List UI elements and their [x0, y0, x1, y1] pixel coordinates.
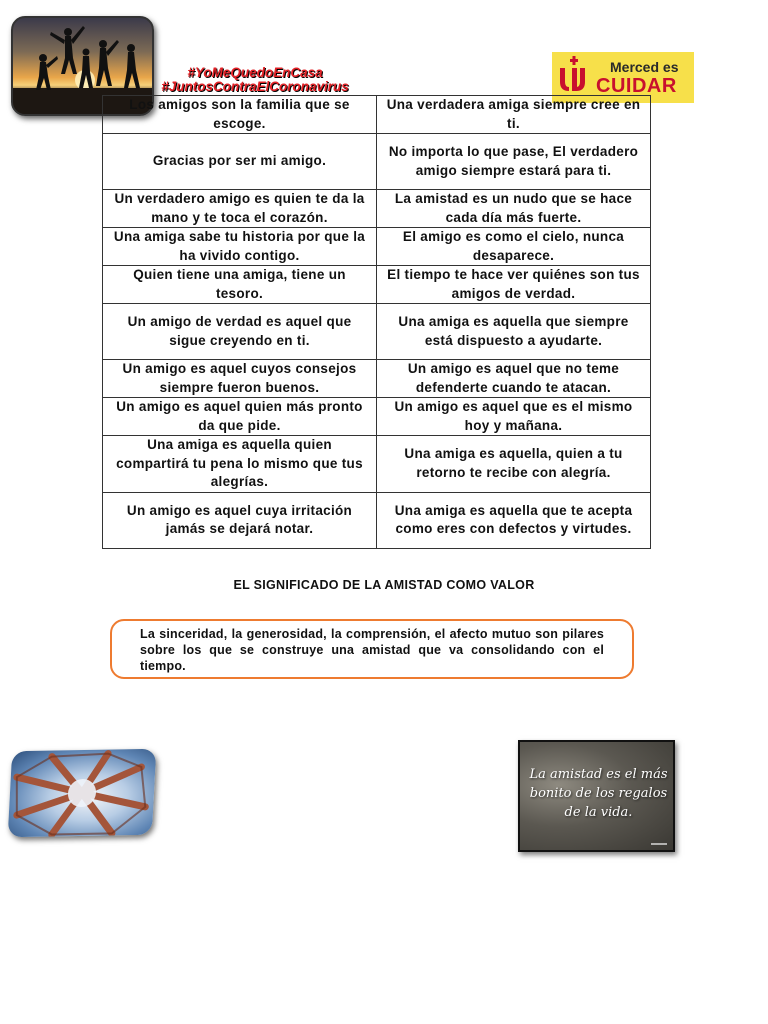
table-row	[103, 360, 651, 398]
table-row	[103, 228, 651, 266]
table-cell: Una verdadera amiga siempre cree en ti.	[377, 96, 651, 134]
table-cell: Un amigo es aquel cuyos consejos siempre fueron buenos.	[103, 360, 377, 398]
table-row	[103, 436, 651, 493]
table-cell: Un amigo es aquel quien más pronto da que pide.	[103, 398, 377, 436]
table-cell: El amigo es como el cielo, nunca desaparece.	[377, 228, 651, 266]
quote-image-text: La amistad es el más bonito de los regalos de la vida.	[529, 767, 668, 820]
table-cell: Un amigo es aquel que es el mismo hoy y mañana.	[377, 398, 651, 436]
table-cell: Un verdadero amigo es quien te da la mano y te toca el corazón.	[103, 190, 377, 228]
table-cell: Un amigo es aquel que no teme defenderte cuando te atacan.	[377, 360, 651, 398]
table-cell: Gracias por ser mi amigo.	[103, 134, 377, 190]
table-row	[103, 398, 651, 436]
table-row	[103, 96, 651, 134]
table-row	[103, 304, 651, 360]
table-cell: Una amiga es aquella que siempre está dispuesto a ayudarte.	[377, 304, 651, 360]
table-cell: Un amigo de verdad es aquel que sigue creyendo en ti.	[103, 304, 377, 360]
table-cell: Un amigo es aquel cuya irritación jamás se dejará notar.	[103, 492, 377, 548]
table-row	[103, 134, 651, 190]
table-cell: El tiempo te hace ver quiénes son tus amigos de verdad.	[377, 266, 651, 304]
table-cell: Una amiga sabe tu historia por que la ha vivido contigo.	[103, 228, 377, 266]
hashtag-juntos-contra-coronavirus: #JuntosContraElCoronavirus	[161, 79, 349, 94]
value-box	[110, 619, 634, 679]
logo-line2: CUIDAR	[596, 74, 677, 97]
logo-line1: Merced es	[610, 58, 679, 75]
friendship-quotes-table	[102, 95, 651, 549]
table-cell: La amistad es un nudo que se hace cada día más fuerte.	[377, 190, 651, 228]
table-row	[103, 266, 651, 304]
table-cell: Una amiga es aquella quien compartirá tu pena lo mismo que tus alegrías.	[103, 436, 377, 493]
table-cell: Una amiga es aquella, quien a tu retorno te recibe con alegría.	[377, 436, 651, 493]
table-row	[103, 492, 651, 548]
table-cell: Una amiga es aquella que te acepta como eres con defectos y virtudes.	[377, 492, 651, 548]
hashtag-quedo-en-casa: #YoMeQuedoEnCasa	[187, 65, 323, 80]
friendship-quote-image	[518, 740, 675, 852]
section-title: EL SIGNIFICADO DE LA AMISTAD COMO VALOR	[233, 578, 535, 592]
hands-circle-photo	[8, 749, 157, 838]
quote-image-credit	[651, 843, 667, 845]
value-text: La sinceridad, la generosidad, la comprensión, el afecto mutuo son pilares sobre los que se construye una amistad que va consolidando con el tiempo.	[140, 627, 604, 673]
table-row	[103, 190, 651, 228]
table-cell: Quien tiene una amiga, tiene un tesoro.	[103, 266, 377, 304]
hashtags	[150, 66, 360, 94]
table-cell: Los amigos son la familia que se escoge.	[103, 96, 377, 134]
table-cell: No importa lo que pase, El verdadero amigo siempre estará para ti.	[377, 134, 651, 190]
